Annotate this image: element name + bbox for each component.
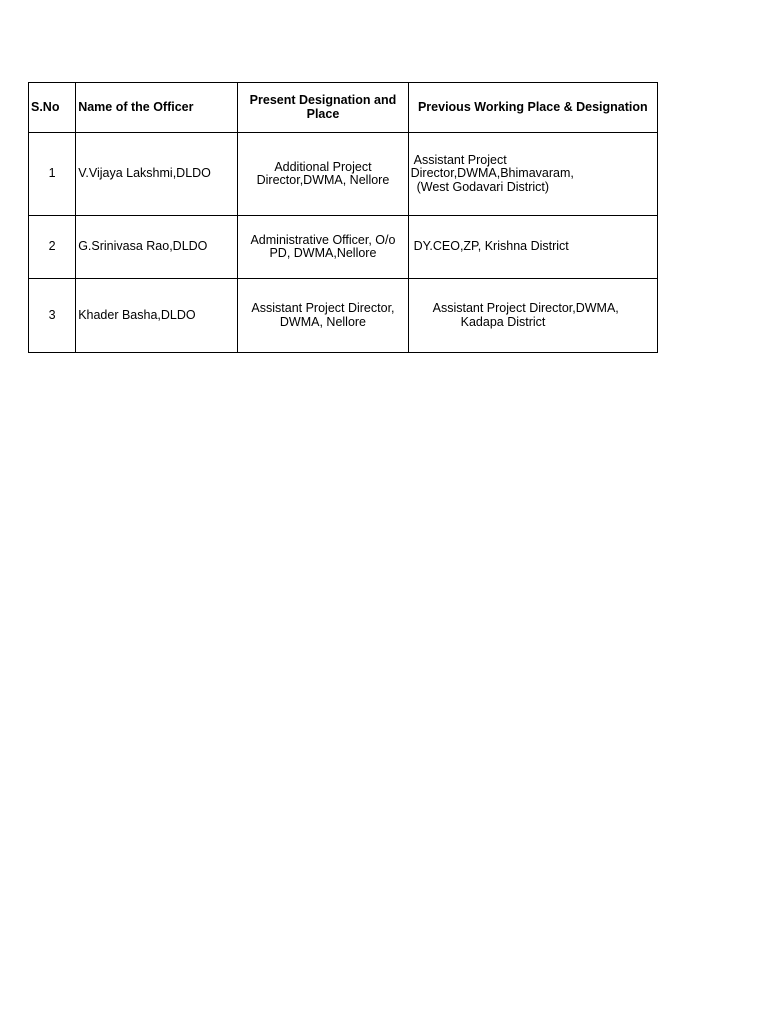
- table-header-row: [29, 83, 658, 133]
- cell-officer-name: Khader Basha,DLDO: [76, 279, 238, 353]
- officers-table: [28, 82, 658, 353]
- previous-line2: Director,DWMA,Bhimavaram,: [410, 166, 574, 181]
- present-line1: Administrative Officer, O/o: [250, 232, 396, 247]
- header-sno: S.No: [29, 83, 76, 133]
- present-line2: DWMA, Nellore: [279, 314, 367, 329]
- table-row: [29, 279, 658, 353]
- previous-line3: (West Godavari District): [416, 179, 550, 194]
- table-row: [29, 216, 658, 279]
- present-line1: Assistant Project Director,: [251, 301, 395, 315]
- cell-present-designation: [238, 133, 408, 216]
- cell-officer-name: G.Srinivasa Rao,DLDO: [76, 216, 238, 279]
- present-line1: Additional Project: [274, 159, 372, 174]
- cell-previous-designation: [408, 279, 657, 353]
- previous-line1: DY.CEO,ZP, Krishna District: [413, 239, 569, 254]
- header-present-designation: [238, 83, 408, 133]
- header-officer-name: Name of the Officer: [76, 83, 238, 133]
- cell-present-designation: [238, 216, 408, 279]
- previous-line1: Assistant Project Director,DWMA,: [432, 301, 619, 315]
- previous-line2: Kadapa District: [460, 314, 546, 329]
- header-previous-designation: Previous Working Place & Designation: [408, 83, 657, 133]
- header-present-line2: Place: [306, 106, 340, 121]
- previous-line1: Assistant Project: [413, 152, 507, 167]
- cell-present-designation: [238, 279, 408, 353]
- table-row: [29, 133, 658, 216]
- cell-sno: 1: [29, 133, 76, 216]
- cell-previous-designation: [408, 216, 657, 279]
- present-line2: Director,DWMA, Nellore: [256, 173, 390, 187]
- header-present-line1: Present Designation and: [249, 93, 397, 107]
- cell-sno: 3: [29, 279, 76, 353]
- cell-officer-name: V.Vijaya Lakshmi,DLDO: [76, 133, 238, 216]
- cell-previous-designation: [408, 133, 657, 216]
- cell-sno: 2: [29, 216, 76, 279]
- present-line2: PD, DWMA,Nellore: [269, 246, 377, 260]
